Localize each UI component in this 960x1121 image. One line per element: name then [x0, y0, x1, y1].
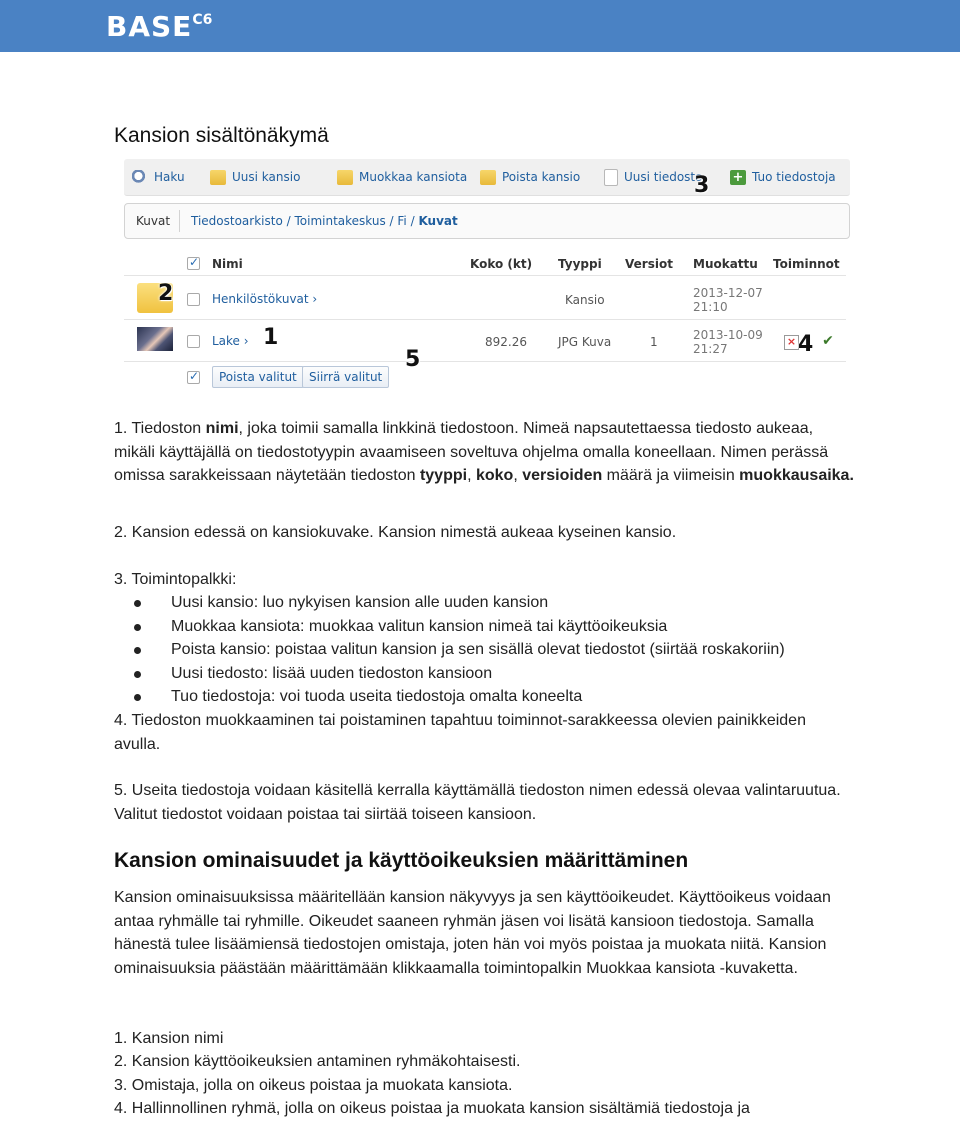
image-thumbnail: [137, 327, 173, 351]
row-modified: 2013-12-07 21:10: [693, 286, 763, 314]
col-actions: Toiminnot: [773, 257, 840, 271]
header-bar: [0, 0, 960, 52]
folder-icon: [480, 170, 496, 185]
row-checkbox[interactable]: [187, 293, 200, 306]
list-item-3: 3. Toimintopalkki:: [114, 571, 237, 588]
folder-icon: [337, 170, 353, 185]
col-size[interactable]: Koko (kt): [470, 257, 533, 271]
edit-file-icon[interactable]: ✔: [822, 333, 834, 349]
list-item-1: 1. Tiedoston nimi, joka toimii samalla linkkinä tiedostoon. Nimeä napsautettaessa tiedosto aukeaa, mikäli käyttäjällä on tiedostotyypin avaamiseen soveltuva ohjelma omalla koneellaan. Nimen perässä omissa sarakkeissaan näytetään tiedoston tyyppi, koko, versioiden määrä ja viimeisin muokkausaika.: [114, 420, 854, 484]
callout-2: 2: [158, 281, 174, 306]
list-item-5: 5. Useita tiedostoja voidaan käsitellä kerralla käyttämällä tiedoston nimen edessä olevaa valintaruutua. Valitut tiedostot voidaan poistaa tai siirtää toiseen kansioon.: [114, 782, 841, 823]
section-title-folder-view: Kansion sisältönäkymä: [114, 124, 329, 147]
new-file-button[interactable]: Uusi tiedosto: [604, 167, 702, 187]
delete-folder-button[interactable]: Poista kansio: [480, 167, 580, 187]
folder-view-screenshot: [120, 155, 855, 395]
row-divider: [124, 361, 846, 362]
bullet-item: Muokkaa kansiota: muokkaa valitun kansion nimeä tai käyttöoikeuksia: [134, 615, 785, 639]
document-icon: [604, 169, 618, 186]
col-modified[interactable]: Muokattu: [693, 257, 758, 271]
move-selected-button[interactable]: Siirrä valitut: [302, 366, 389, 388]
breadcrumb-root: Kuvat: [136, 214, 171, 228]
list-item-2: 2. Kansion edessä on kansiokuvake. Kansion nimestä aukeaa kyseinen kansio.: [114, 524, 677, 541]
callout-1: 1: [263, 325, 279, 350]
base-logo[interactable]: $BASE^{C6}$: [106, 10, 213, 43]
bullet-item: Uusi tiedosto: lisää uuden tiedoston kansioon: [134, 662, 785, 686]
bullet-item: Tuo tiedostoja: voi tuoda useita tiedostoja omalta koneelta: [134, 685, 785, 709]
select-all-checkbox[interactable]: [187, 257, 200, 270]
toolbar: [124, 159, 850, 196]
callout-5: 5: [405, 347, 421, 372]
row-type: Kansio: [565, 293, 605, 307]
new-folder-button[interactable]: Uusi kansio: [210, 167, 300, 187]
search-button[interactable]: Haku: [132, 167, 185, 187]
properties-item: 1. Kansion nimi: [114, 1030, 224, 1047]
breadcrumb: [124, 203, 850, 239]
search-icon: [132, 170, 148, 185]
callout-4: 4: [798, 332, 814, 357]
breadcrumb-path[interactable]: Tiedostoarkisto / Toimintakeskus / Fi / Kuvat: [191, 214, 458, 228]
callout-3: 3: [694, 173, 710, 198]
properties-body: Kansion ominaisuuksissa määritellään kansion näkyvyys ja sen käyttöoikeudet. Käyttöoikeus voidaan antaa ryhmälle tai ryhmille. Oikeudet saaneen ryhmän jäsen voi lisätä kansioon tiedostoja. Samalla hänestä tulee lisäämiensä tiedostojen omistaja, joten hän voi myös poistaa ja muokata niitä. Kansion ominaisuuksia päästään määrittämään klikkaamalla toimintopalkin Muokkaa kansiota -kuvaketta.: [114, 889, 831, 977]
row-checkbox[interactable]: [187, 335, 200, 348]
properties-item: 4. Hallinnollinen ryhmä, jolla on oikeus poistaa ja muokata kansion sisältämiä tiedostoja ja: [114, 1100, 750, 1117]
col-type[interactable]: Tyyppi: [558, 257, 602, 271]
bullet-item: Poista kansio: poistaa valitun kansion ja sen sisällä olevat tiedostot (siirtää roskakoriin): [134, 638, 785, 662]
bullet-item: Uusi kansio: luo nykyisen kansion alle uuden kansion: [134, 591, 785, 615]
list-item-4: 4. Tiedoston muokkaaminen tai poistaminen tapahtuu toiminnot-sarakkeessa olevien painikkeiden avulla.: [114, 712, 806, 753]
delete-selected-button[interactable]: Poista valitut: [212, 366, 304, 388]
folder-link[interactable]: Henkilöstökuvat ›: [212, 292, 318, 306]
col-name[interactable]: Nimi: [212, 257, 243, 271]
row-divider: [124, 319, 846, 320]
col-versions[interactable]: Versiot: [625, 257, 673, 271]
bulk-select-checkbox[interactable]: [187, 371, 200, 384]
row-versions: 1: [650, 335, 658, 349]
row-size: 892.26: [485, 335, 527, 349]
import-files-button[interactable]: + Tuo tiedostoja: [730, 167, 836, 187]
toolbar-bullet-list: [134, 591, 785, 709]
delete-file-icon[interactable]: ×: [784, 335, 799, 350]
properties-item: 3. Omistaja, jolla on oikeus poistaa ja muokata kansiota.: [114, 1077, 513, 1094]
row-modified: 2013-10-09 21:27: [693, 328, 763, 356]
edit-folder-button[interactable]: Muokkaa kansiota: [337, 167, 467, 187]
row-type: JPG Kuva: [558, 335, 612, 349]
file-link[interactable]: Lake ›: [212, 334, 249, 348]
properties-item: 2. Kansion käyttöoikeuksien antaminen ryhmäkohtaisesti.: [114, 1053, 521, 1070]
breadcrumb-divider: [179, 210, 180, 232]
row-divider: [124, 275, 846, 276]
section-title-properties: Kansion ominaisuudet ja käyttöoikeuksien määrittäminen: [114, 849, 689, 872]
plus-icon: +: [730, 170, 746, 185]
folder-icon: [210, 170, 226, 185]
